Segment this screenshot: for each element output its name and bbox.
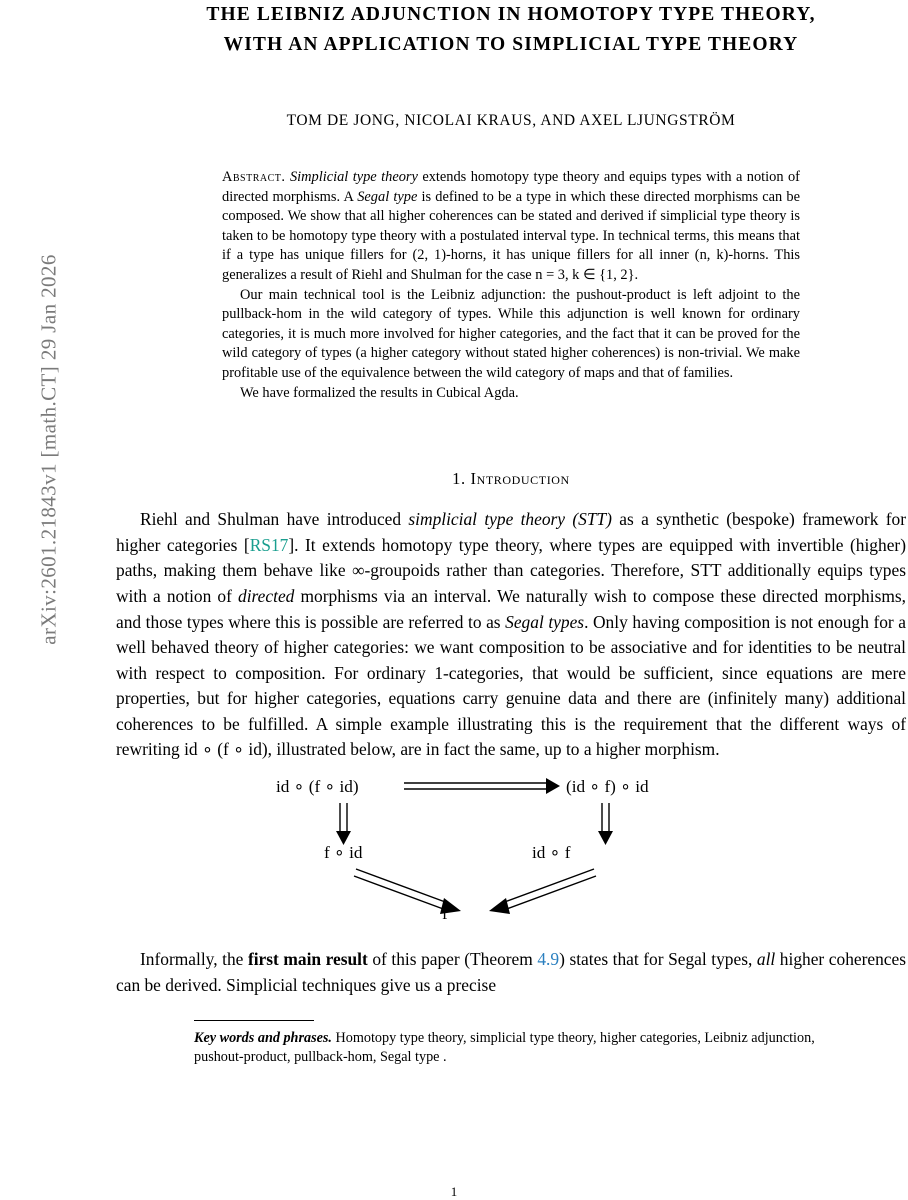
abstract-emph-2: Segal type — [357, 188, 418, 205]
intro-text-1: Riehl and Shulman have introduced — [140, 509, 409, 530]
intro-text-2: as a synthetic (bespoke) framework for higher categories [ — [116, 509, 906, 555]
intro-emph-1: simplicial type theory (STT) — [408, 509, 612, 530]
intro-text-5: . Only having composition is not enough for a well behaved theory of higher categories: we want composition to be associative and for identities to be neutral with respect to composition. For ordinary 1-categories, that would be sufficient, since equations are mere properties, but for higher categories, equations carry genuine data and there are (infinitely many) additional coherences to be fulfilled. A simple example illustrating this is the requirement that the different ways of rewriting id ∘ (f ∘ id), illustrated below, are in fact the same, up to a higher morphism. — [116, 611, 907, 760]
footnote-label: Key words and phrases. — [194, 1030, 332, 1047]
footnote-divider — [194, 1020, 314, 1021]
diagram-node-bottom: f — [442, 904, 448, 924]
after-emph-1: all — [756, 949, 776, 970]
coherence-diagram — [276, 777, 746, 929]
introduction-body-continued — [116, 947, 906, 998]
abstract-block — [222, 168, 800, 403]
after-text-3: ) states that for Segal types, — [559, 949, 757, 970]
diagram-node-mid-left: f ∘ id — [324, 843, 363, 863]
abstract-emph-1: Simplicial type theory — [289, 169, 418, 185]
diagram-node-top-left: id ∘ (f ∘ id) — [276, 777, 359, 797]
abstract-paragraph-2: Our main technical tool is the Leibniz adjunction: the pushout-product is left adjoint to the pullback-hom in the wild category of types. While this adjunction is well known for ordinary categories, it is much more involved for higher categories, and the fact that it can be proved for the wild category of types (a higher category without stated higher coherences) is non-trivial. We make profitable use of the equivalence between the wild category of maps and that of families. — [222, 286, 800, 381]
abstract-paragraph-1 — [222, 168, 800, 286]
section-number: 1. — [452, 469, 466, 489]
intro-emph-3: Segal types — [505, 611, 585, 632]
diagram-node-mid-right: id ∘ f — [532, 843, 571, 863]
page-number: 1 — [450, 1184, 458, 1199]
after-text-2: of this paper (Theorem — [367, 949, 538, 970]
diagram-node-top-right: (id ∘ f) ∘ id — [566, 777, 649, 797]
section-heading — [116, 469, 906, 489]
abstract-text-1a: extends homotopy type theory and equips types with a notion of directed morphisms. A — [222, 169, 800, 205]
abstract-paragraph-3: We have formalized the results in Cubical Agda. — [240, 384, 519, 401]
abstract-label: Abstract. — [222, 169, 286, 185]
introduction-body — [116, 507, 906, 763]
author-list: TOM DE JONG, NICOLAI KRAUS, AND AXEL LJUNGSTRÖM — [286, 112, 736, 129]
title-line-2: WITH AN APPLICATION TO SIMPLICIAL TYPE THEORY — [223, 34, 799, 55]
abstract-text-1b: is defined to be a type in which these directed morphisms can be composed. We show that all higher coherences can be stated and derived if simplicial type theory is taken to be homotopy type theory with a postulated interval type. In technical terms, this means that if a type has unique fillers for (2, 1)-horns, it has unique fillers for all inner (n, k)-horns. This generalizes a result of Riehl and Shulman for the case n = 3, k ∈ {1, 2}. — [222, 188, 800, 283]
arxiv-identifier-stamp: arXiv:2601.21843v1 [math.CT] 29 Jan 2026 — [36, 254, 61, 645]
footnote-text: Homotopy type theory, simplicial type theory, higher categories, Leibniz adjunction, pushout-product, pullback-hom, Segal type . — [194, 1030, 815, 1066]
footnote-keywords — [194, 1029, 854, 1067]
title-line-1: THE LEIBNIZ ADJUNCTION IN HOMOTOPY TYPE THEORY, — [206, 4, 816, 25]
intro-paragraph-2 — [116, 947, 906, 998]
intro-emph-2: directed — [238, 585, 295, 606]
theorem-reference-link[interactable]: 4.9 — [537, 949, 560, 970]
after-text-4: higher coherences can be derived. Simplicial techniques give us a precise — [116, 949, 907, 995]
page-title — [116, 0, 906, 60]
section-title: Introduction — [470, 469, 570, 489]
after-bold-1: first main result — [247, 949, 368, 970]
citation-link-rs17[interactable]: RS17 — [249, 534, 289, 555]
intro-text-3: ]. It extends homotopy type theory, where types are equipped with invertible (higher) paths, making them behave like ∞-groupoids rather than categories. Therefore, STT additionally equips types with a notion of — [116, 534, 906, 606]
intro-text-4: morphisms via an interval. We naturally wish to compose these directed morphisms, and those types where this is possible are referred to as — [116, 585, 906, 632]
after-text-1: Informally, the — [140, 949, 248, 970]
intro-paragraph-1 — [116, 507, 906, 763]
paper-content — [116, 0, 906, 1067]
